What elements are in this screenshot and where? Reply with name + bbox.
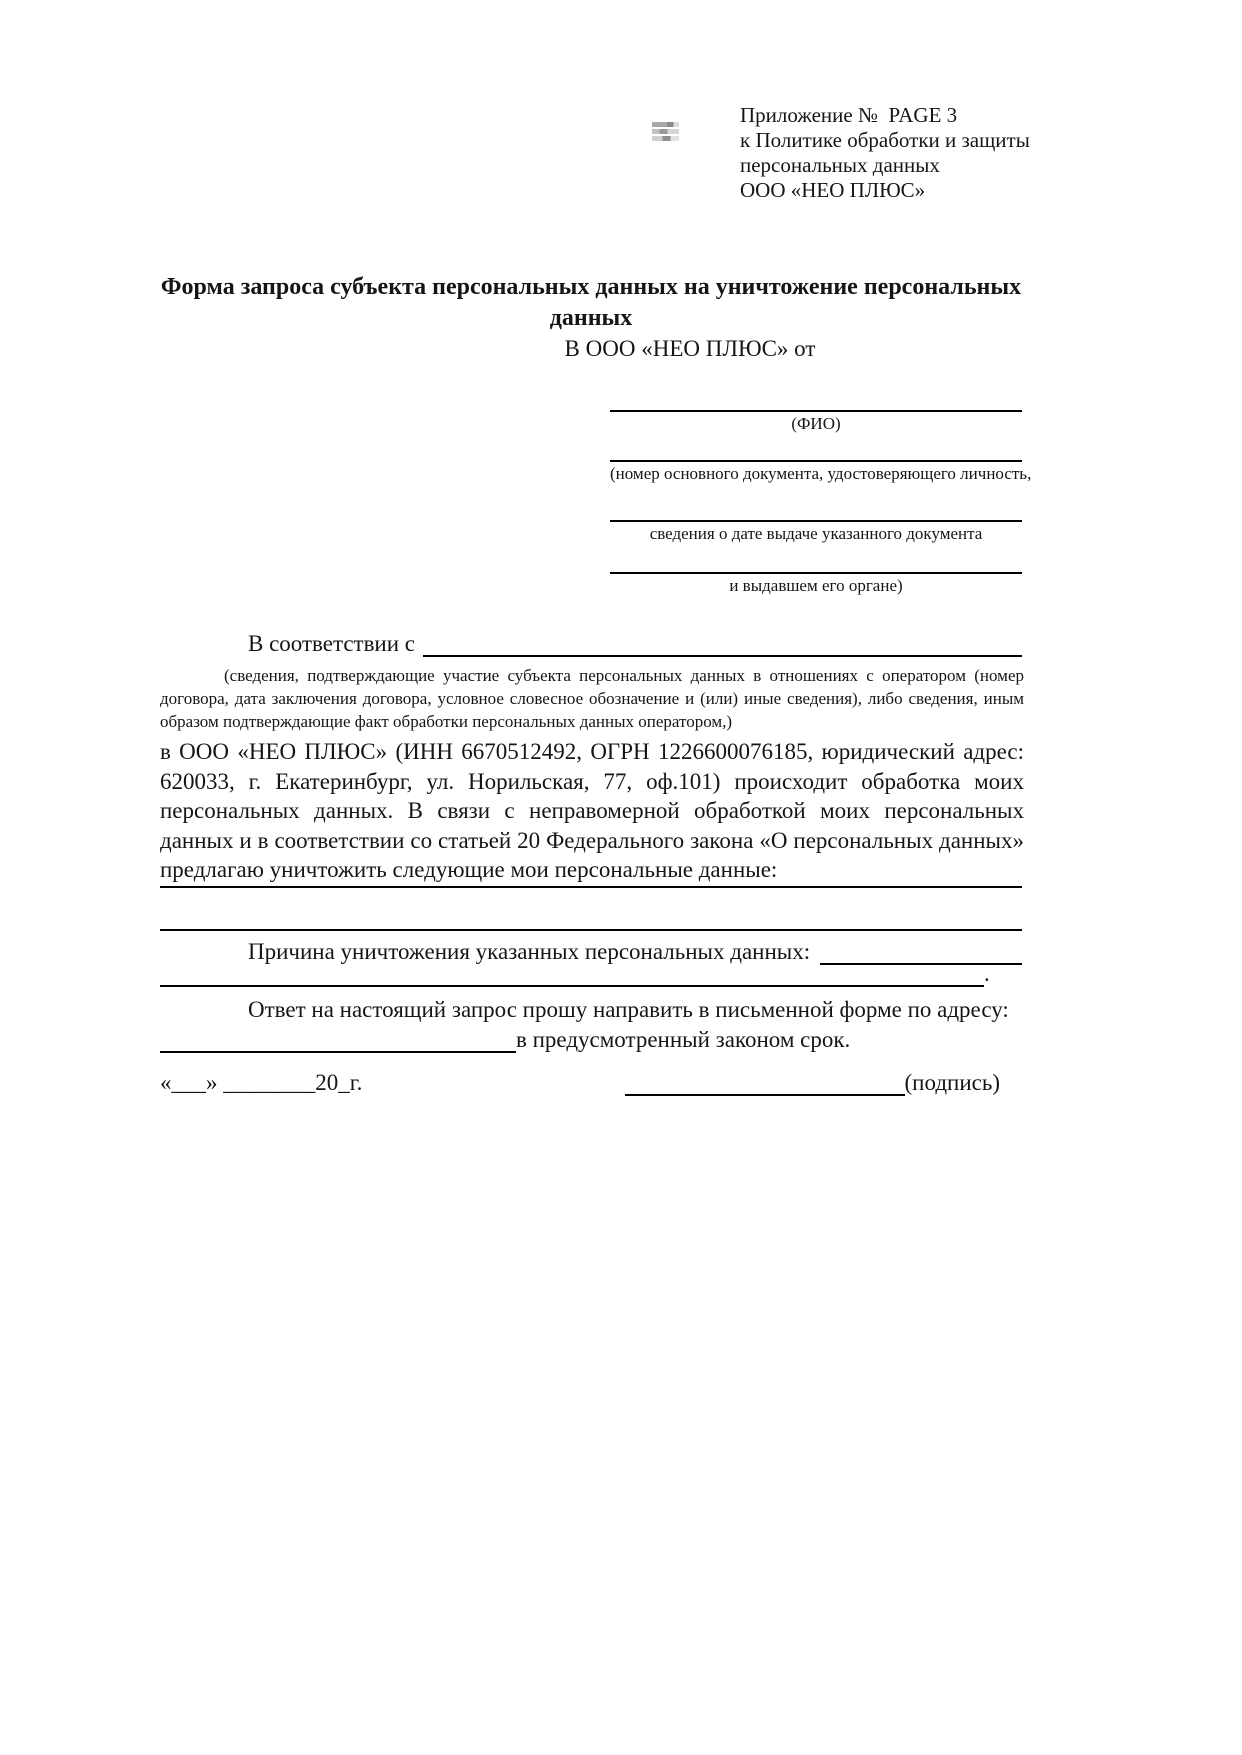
signature-caption: (подпись)	[904, 1070, 1000, 1095]
document-number-caption: (номер основного документа, удостоверяющего личность,	[610, 464, 1032, 483]
accordance-note: (сведения, подтверждающие участие субъекта персональных данных в отношениях с оператором (номер договора, дата заключения договора, условное словесное обозначение и (или) иные сведения), либо сведения, иным образом подтверждающие факт обработки персональных данных оператором,)	[160, 666, 1024, 731]
reason-label: Причина уничтожения указанных персональных данных:	[248, 939, 811, 964]
data-to-destroy-blank-line-1	[160, 886, 1022, 888]
response-row-2	[160, 1027, 1022, 1053]
signature-row	[160, 1068, 1022, 1096]
appendix-line: ООО «НЕО ПЛЮС»	[740, 178, 926, 202]
page-title: Форма запроса субъекта персональных данных на уничтожение персональных данных	[160, 274, 1022, 331]
data-to-destroy-blank-line-2	[160, 929, 1022, 931]
signature-block	[625, 1070, 1000, 1096]
issuing-authority-caption: и выдавшем его органе)	[729, 576, 903, 595]
body-paragraph: в ООО «НЕО ПЛЮС» (ИНН 6670512492, ОГРН 1226600076185, юридический адрес: 620033, г. Екатеринбург, ул. Норильская, 77, оф.101) происходит обработка моих персональных данных. В связи с неправомерной обработкой моих персональных данных и в соответствии со статьей 20 Федерального закона «О персональных данных» предлагаю уничтожить следующие мои персональные данные:	[160, 739, 1024, 882]
period-text: .	[984, 961, 990, 986]
fio-caption: (ФИО)	[791, 414, 841, 433]
requester-fields	[610, 410, 1032, 596]
appendix-line: персональных данных	[740, 153, 940, 177]
reason-blank-line-2	[160, 962, 984, 987]
reason-row	[160, 938, 1022, 965]
appendix-line: Приложение № PAGE 3	[740, 103, 958, 127]
appendix-header	[740, 103, 1040, 203]
accordance-blank-line	[423, 631, 1022, 657]
issue-date-caption: сведения о дате выдаче указанного документа	[649, 524, 983, 543]
response-line-1: Ответ на настоящий запрос прошу направить в письменной форме по адресу:	[248, 997, 1009, 1022]
reason-continuation-row	[160, 961, 1022, 987]
signature-blank-line	[625, 1070, 905, 1096]
addressee-line: В ООО «НЕО ПЛЮС» от	[564, 336, 816, 361]
response-line-2-tail: в предусмотренный законом срок.	[516, 1027, 851, 1052]
address-blank-line	[160, 1027, 516, 1053]
accordance-row	[160, 630, 1022, 657]
accordance-lead: В соответствии с	[248, 631, 416, 656]
broken-image-icon	[652, 121, 679, 142]
date-blank: «___» ________20_г.	[160, 1070, 363, 1095]
appendix-line: к Политике обработки и защиты	[740, 128, 1030, 152]
